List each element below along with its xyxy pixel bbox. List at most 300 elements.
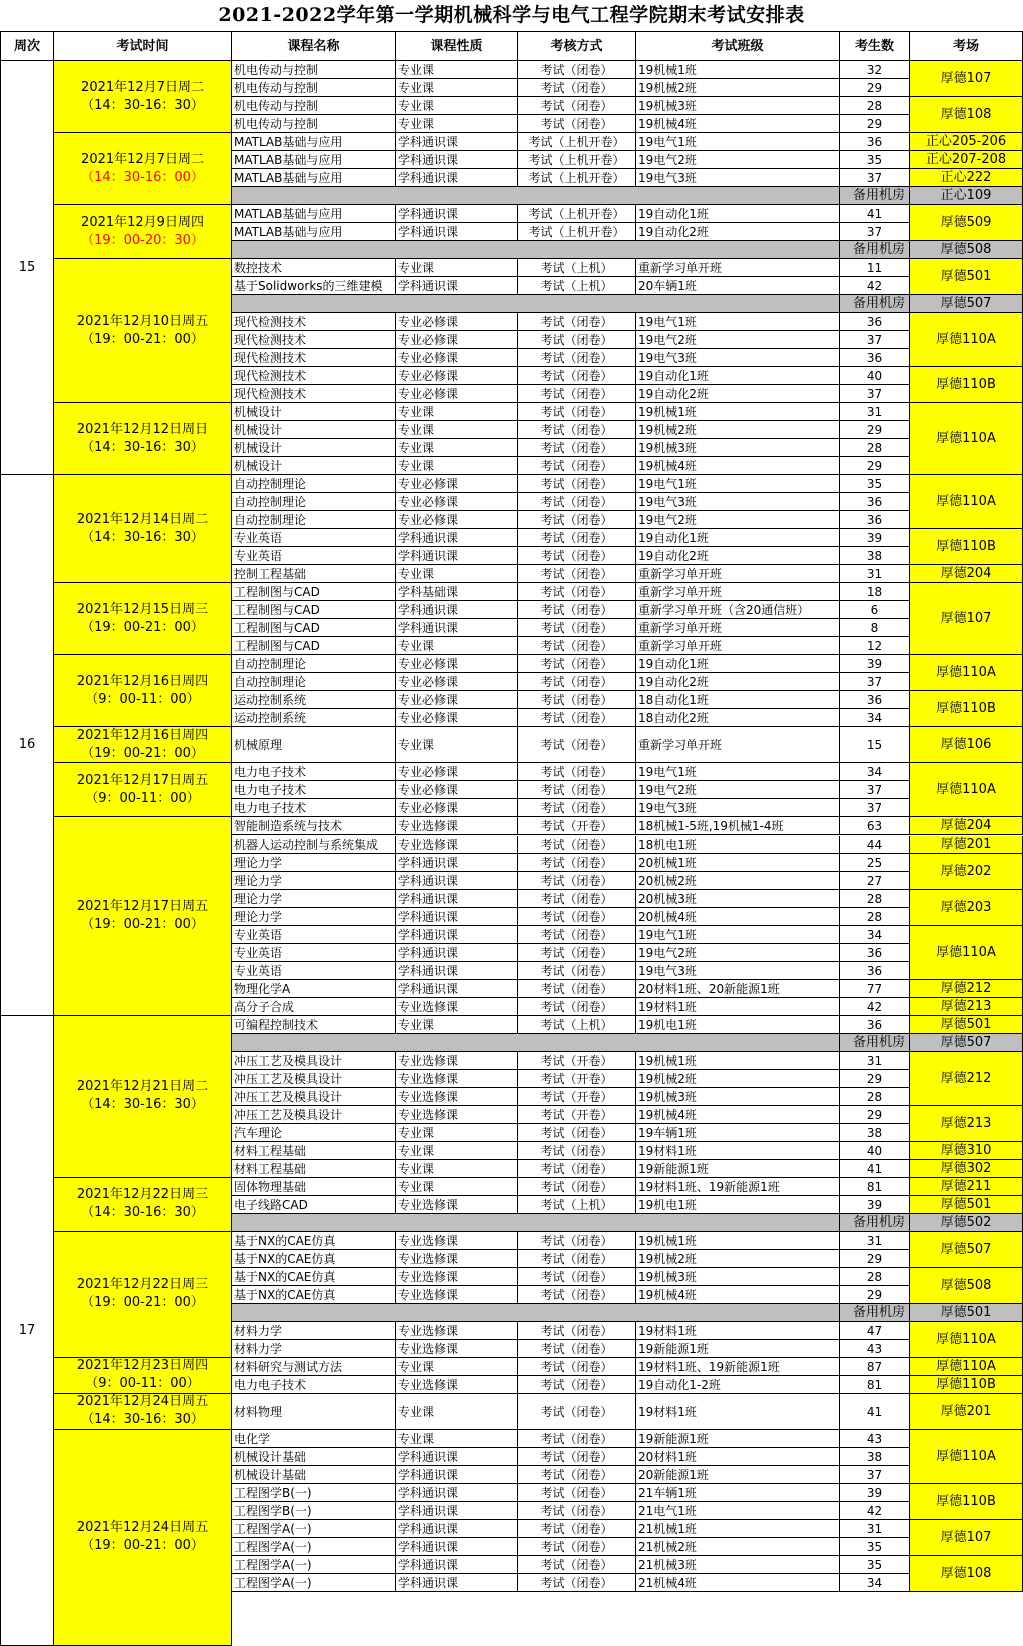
student-count: 28 xyxy=(840,97,910,115)
exam-method: 考试（闭卷） xyxy=(518,367,636,385)
exam-class: 18机电1班 xyxy=(636,836,840,854)
student-count: 32 xyxy=(840,61,910,79)
course-name: 数控技术 xyxy=(232,259,396,277)
course-nature: 专业课 xyxy=(396,1016,518,1034)
course-nature: 专业必修课 xyxy=(396,691,518,709)
exam-class: 重新学习单开班（含20通信班） xyxy=(636,601,840,619)
exam-time-cell xyxy=(54,1430,232,1646)
student-count: 42 xyxy=(840,1502,910,1520)
exam-method: 考试（闭卷） xyxy=(518,583,636,601)
exam-class: 19电气3班 xyxy=(636,962,840,980)
course-name: 材料工程基础 xyxy=(232,1142,396,1160)
week-cell: 17 xyxy=(0,1016,54,1646)
column-header: 考试班级 xyxy=(636,31,840,61)
exam-date: 2021年12月7日周二 xyxy=(81,79,204,95)
course-name: MATLAB基础与应用 xyxy=(232,223,396,241)
exam-date: 2021年12月24日周五 xyxy=(76,1520,209,1536)
course-name: 工程图学B(一) xyxy=(232,1484,396,1502)
spare-row-filler xyxy=(232,241,840,259)
course-nature: 专业选修课 xyxy=(396,1286,518,1304)
exam-method: 考试（闭卷） xyxy=(518,457,636,475)
course-name: 自动控制理论 xyxy=(232,655,396,673)
course-name: 工程制图与CAD xyxy=(232,619,396,637)
exam-class: 19材料1班 xyxy=(636,1322,840,1340)
exam-class: 20机械1班 xyxy=(636,854,840,872)
course-name: 材料研究与测试方法 xyxy=(232,1358,396,1376)
course-nature: 专业课 xyxy=(396,439,518,457)
exam-class: 19机械1班 xyxy=(636,1232,840,1250)
course-nature: 学科基础课 xyxy=(396,583,518,601)
exam-class: 19电气2班 xyxy=(636,781,840,799)
course-nature: 专业课 xyxy=(396,421,518,439)
exam-method: 考试（闭卷） xyxy=(518,1466,636,1484)
course-nature: 专业课 xyxy=(396,565,518,583)
exam-room: 厚德110A xyxy=(910,1430,1023,1484)
student-count: 43 xyxy=(840,1430,910,1448)
course-nature: 专业必修课 xyxy=(396,655,518,673)
exam-class: 21车辆1班 xyxy=(636,1484,840,1502)
exam-method: 考试（闭卷） xyxy=(518,1484,636,1502)
course-name: 机电传动与控制 xyxy=(232,61,396,79)
exam-class: 19电气2班 xyxy=(636,511,840,529)
column-header: 考生数 xyxy=(840,31,910,61)
exam-method: 考试（闭卷） xyxy=(518,854,636,872)
student-count: 81 xyxy=(840,1376,910,1394)
course-name: 自动控制理论 xyxy=(232,511,396,529)
student-count: 29 xyxy=(840,1286,910,1304)
exam-time-cell xyxy=(54,1394,232,1430)
exam-class: 19机械1班 xyxy=(636,403,840,421)
course-nature: 学科通识课 xyxy=(396,890,518,908)
student-count: 39 xyxy=(840,655,910,673)
course-nature: 学科通识课 xyxy=(396,908,518,926)
exam-time-range: （14：30-16：00） xyxy=(81,169,204,185)
exam-method: 考试（闭卷） xyxy=(518,673,636,691)
exam-class: 19机械3班 xyxy=(636,439,840,457)
exam-class: 19电气2班 xyxy=(636,151,840,169)
exam-method: 考试（闭卷） xyxy=(518,403,636,421)
course-nature: 学科通识课 xyxy=(396,1538,518,1556)
student-count: 43 xyxy=(840,1340,910,1358)
exam-time-cell xyxy=(54,205,232,259)
course-nature: 专业课 xyxy=(396,1430,518,1448)
course-name: 材料工程基础 xyxy=(232,1160,396,1178)
exam-method: 考试（闭卷） xyxy=(518,547,636,565)
student-count: 35 xyxy=(840,475,910,493)
spare-row-filler xyxy=(232,1304,840,1322)
exam-class: 19机械3班 xyxy=(636,1268,840,1286)
student-count: 41 xyxy=(840,1160,910,1178)
student-count: 40 xyxy=(840,367,910,385)
exam-method: 考试（闭卷） xyxy=(518,980,636,998)
course-nature: 专业选修课 xyxy=(396,1376,518,1394)
student-count: 37 xyxy=(840,385,910,403)
exam-method: 考试（闭卷） xyxy=(518,1124,636,1142)
exam-method: 考试（闭卷） xyxy=(518,385,636,403)
exam-class: 19自动化1-2班 xyxy=(636,1376,840,1394)
course-name: 高分子合成 xyxy=(232,998,396,1016)
exam-room: 厚德110A xyxy=(910,655,1023,691)
course-nature: 专业选修课 xyxy=(396,1268,518,1286)
student-count: 28 xyxy=(840,908,910,926)
course-nature: 专业课 xyxy=(396,727,518,763)
course-nature: 学科通识课 xyxy=(396,980,518,998)
exam-class: 19电气1班 xyxy=(636,926,840,944)
exam-room: 正心205-206 xyxy=(910,133,1023,151)
exam-class: 19电气3班 xyxy=(636,349,840,367)
student-count: 38 xyxy=(840,1448,910,1466)
exam-method: 考试（闭卷） xyxy=(518,781,636,799)
exam-time-cell xyxy=(54,763,232,817)
course-name: 工程制图与CAD xyxy=(232,601,396,619)
course-name: 基于Solidworks的三维建模 xyxy=(232,277,396,295)
exam-method: 考试（闭卷） xyxy=(518,439,636,457)
student-count: 37 xyxy=(840,331,910,349)
course-nature: 学科通识课 xyxy=(396,1448,518,1466)
exam-room: 厚德110A xyxy=(910,403,1023,475)
exam-room: 厚德203 xyxy=(910,890,1023,926)
exam-class: 19机械4班 xyxy=(636,1286,840,1304)
exam-room: 厚德508 xyxy=(910,1268,1023,1304)
course-name: 工程图学A(一) xyxy=(232,1556,396,1574)
course-name: 现代检测技术 xyxy=(232,367,396,385)
course-nature: 学科通识课 xyxy=(396,223,518,241)
exam-time-range: （9：00-11：00） xyxy=(85,691,200,707)
course-nature: 专业选修课 xyxy=(396,1070,518,1088)
course-name: 材料物理 xyxy=(232,1394,396,1430)
course-name: 基于NX的CAE仿真 xyxy=(232,1286,396,1304)
exam-class: 18机械1-5班,19机械1-4班 xyxy=(636,817,840,835)
course-nature: 专业选修课 xyxy=(396,1232,518,1250)
spare-row-filler xyxy=(232,187,840,205)
course-name: MATLAB基础与应用 xyxy=(232,169,396,187)
exam-date: 2021年12月17日周五 xyxy=(76,899,209,915)
exam-class: 19机械2班 xyxy=(636,1070,840,1088)
student-count: 44 xyxy=(840,836,910,854)
student-count: 39 xyxy=(840,529,910,547)
course-nature: 专业选修课 xyxy=(396,817,518,835)
student-count: 8 xyxy=(840,619,910,637)
exam-class: 21机械2班 xyxy=(636,1538,840,1556)
column-header: 周次 xyxy=(0,31,54,61)
exam-time-cell xyxy=(54,655,232,727)
exam-room: 厚德501 xyxy=(910,1016,1023,1034)
exam-class: 19电气1班 xyxy=(636,763,840,781)
course-nature: 专业课 xyxy=(396,259,518,277)
exam-method: 考试（闭卷） xyxy=(518,1340,636,1358)
exam-room: 厚德110A xyxy=(910,475,1023,529)
exam-room: 厚德110A xyxy=(910,1358,1023,1376)
course-name: 机电传动与控制 xyxy=(232,97,396,115)
exam-method: 考试（开卷） xyxy=(518,1070,636,1088)
exam-method: 考试（闭卷） xyxy=(518,97,636,115)
exam-method: 考试（上机开卷） xyxy=(518,223,636,241)
exam-method: 考试（上机开卷） xyxy=(518,133,636,151)
student-count: 11 xyxy=(840,259,910,277)
exam-class: 19材料1班、19新能源1班 xyxy=(636,1178,840,1196)
student-count: 36 xyxy=(840,691,910,709)
student-count: 36 xyxy=(840,349,910,367)
student-count: 40 xyxy=(840,1142,910,1160)
exam-class: 20机械2班 xyxy=(636,872,840,890)
exam-room: 厚德106 xyxy=(910,727,1023,763)
exam-class: 19电气3班 xyxy=(636,493,840,511)
exam-method: 考试（开卷） xyxy=(518,817,636,835)
course-name: 材料力学 xyxy=(232,1340,396,1358)
course-name: 基于NX的CAE仿真 xyxy=(232,1268,396,1286)
exam-method: 考试（闭卷） xyxy=(518,908,636,926)
course-nature: 专业必修课 xyxy=(396,511,518,529)
column-header: 课程性质 xyxy=(396,31,518,61)
exam-method: 考试（闭卷） xyxy=(518,962,636,980)
course-name: 冲压工艺及模具设计 xyxy=(232,1070,396,1088)
exam-date: 2021年12月12日周日 xyxy=(76,421,209,437)
exam-room: 厚德108 xyxy=(910,97,1023,133)
course-nature: 专业课 xyxy=(396,1178,518,1196)
exam-date: 2021年12月16日周四 xyxy=(76,727,209,743)
exam-time-range: （14：30-16：30） xyxy=(81,1412,204,1428)
exam-room: 厚德507 xyxy=(910,1232,1023,1268)
course-nature: 专业必修课 xyxy=(396,493,518,511)
course-nature: 专业选修课 xyxy=(396,836,518,854)
student-count: 29 xyxy=(840,1070,910,1088)
course-name: 材料力学 xyxy=(232,1322,396,1340)
exam-room: 厚德502 xyxy=(910,1214,1023,1232)
course-nature: 学科通识课 xyxy=(396,962,518,980)
spare-row-filler xyxy=(232,1214,840,1232)
exam-date: 2021年12月10日周五 xyxy=(76,313,209,329)
exam-class: 19新能源1班 xyxy=(636,1340,840,1358)
student-count: 12 xyxy=(840,637,910,655)
course-nature: 专业选修课 xyxy=(396,1196,518,1214)
course-nature: 专业课 xyxy=(396,1124,518,1142)
exam-time-cell xyxy=(54,475,232,583)
course-nature: 学科通识课 xyxy=(396,529,518,547)
exam-room: 厚德201 xyxy=(910,836,1023,854)
exam-method: 考试（闭卷） xyxy=(518,1394,636,1430)
student-count: 37 xyxy=(840,223,910,241)
student-count: 36 xyxy=(840,313,910,331)
exam-room: 厚德107 xyxy=(910,1520,1023,1556)
student-count: 18 xyxy=(840,583,910,601)
student-count: 36 xyxy=(840,133,910,151)
student-count: 29 xyxy=(840,79,910,97)
column-header: 考核方式 xyxy=(518,31,636,61)
course-nature: 专业课 xyxy=(396,115,518,133)
exam-class: 21电气1班 xyxy=(636,1502,840,1520)
exam-class: 19自动化2班 xyxy=(636,673,840,691)
course-name: 现代检测技术 xyxy=(232,349,396,367)
course-nature: 专业必修课 xyxy=(396,763,518,781)
exam-class: 19自动化2班 xyxy=(636,223,840,241)
course-name: 电力电子技术 xyxy=(232,799,396,817)
course-nature: 学科通识课 xyxy=(396,205,518,223)
exam-method: 考试（上机开卷） xyxy=(518,151,636,169)
exam-method: 考试（闭卷） xyxy=(518,1160,636,1178)
exam-method: 考试（闭卷） xyxy=(518,1574,636,1592)
exam-class: 19机械4班 xyxy=(636,1106,840,1124)
exam-room: 厚德110A xyxy=(910,763,1023,817)
exam-class: 19机电1班 xyxy=(636,1196,840,1214)
course-nature: 专业必修课 xyxy=(396,349,518,367)
course-name: 基于NX的CAE仿真 xyxy=(232,1250,396,1268)
student-count: 37 xyxy=(840,1466,910,1484)
course-nature: 学科通识课 xyxy=(396,133,518,151)
course-name: 工程制图与CAD xyxy=(232,637,396,655)
course-nature: 学科通识课 xyxy=(396,1520,518,1538)
exam-class: 19自动化2班 xyxy=(636,385,840,403)
exam-class: 19机电1班 xyxy=(636,1016,840,1034)
exam-class: 20材料1班 xyxy=(636,1448,840,1466)
exam-class: 19自动化2班 xyxy=(636,547,840,565)
student-count: 35 xyxy=(840,1556,910,1574)
course-name: 机械设计 xyxy=(232,403,396,421)
student-count: 36 xyxy=(840,493,910,511)
exam-time-range: （9：00-11：00） xyxy=(85,1376,200,1392)
exam-method: 考试（闭卷） xyxy=(518,1556,636,1574)
course-name: 冲压工艺及模具设计 xyxy=(232,1052,396,1070)
course-name: 专业英语 xyxy=(232,529,396,547)
exam-room: 厚德110B xyxy=(910,1376,1023,1394)
week-cell: 16 xyxy=(0,475,54,1015)
course-name: MATLAB基础与应用 xyxy=(232,133,396,151)
exam-class: 19材料1班 xyxy=(636,998,840,1016)
exam-method: 考试（闭卷） xyxy=(518,1358,636,1376)
exam-class: 20机械4班 xyxy=(636,908,840,926)
exam-time-range: （14：30-16：30） xyxy=(81,529,204,545)
exam-time-range: （19：00-21：00） xyxy=(81,331,204,347)
course-name: 物理化学A xyxy=(232,980,396,998)
exam-class: 20机械3班 xyxy=(636,890,840,908)
course-name: 机械设计基础 xyxy=(232,1466,396,1484)
course-name: 基于NX的CAE仿真 xyxy=(232,1232,396,1250)
exam-method: 考试（闭卷） xyxy=(518,1250,636,1268)
course-nature: 专业必修课 xyxy=(396,709,518,727)
exam-time-cell xyxy=(54,1178,232,1232)
course-nature: 专业课 xyxy=(396,1160,518,1178)
exam-time-range: （19：00-21：00） xyxy=(81,917,204,933)
exam-method: 考试（上机开卷） xyxy=(518,169,636,187)
exam-room: 厚德110B xyxy=(910,691,1023,727)
course-name: 专业英语 xyxy=(232,944,396,962)
course-nature: 学科通识课 xyxy=(396,151,518,169)
exam-class: 重新学习单开班 xyxy=(636,727,840,763)
exam-method: 考试（闭卷） xyxy=(518,1538,636,1556)
student-count: 42 xyxy=(840,998,910,1016)
exam-method: 考试（开卷） xyxy=(518,1052,636,1070)
course-nature: 学科通识课 xyxy=(396,1484,518,1502)
exam-room: 正心222 xyxy=(910,169,1023,187)
course-nature: 学科通识课 xyxy=(396,944,518,962)
exam-method: 考试（闭卷） xyxy=(518,872,636,890)
student-count: 28 xyxy=(840,1268,910,1286)
student-count: 27 xyxy=(840,872,910,890)
exam-method: 考试（闭卷） xyxy=(518,655,636,673)
exam-method: 考试（闭卷） xyxy=(518,313,636,331)
exam-method: 考试（闭卷） xyxy=(518,493,636,511)
exam-time-range: （9：00-11：00） xyxy=(85,790,200,806)
student-count: 77 xyxy=(840,980,910,998)
exam-time-range: （14：30-16：30） xyxy=(81,439,204,455)
exam-class: 19机械1班 xyxy=(636,1052,840,1070)
exam-method: 考试（闭卷） xyxy=(518,709,636,727)
course-nature: 专业课 xyxy=(396,1142,518,1160)
exam-time-range: （19：00-21：00） xyxy=(81,1538,204,1554)
exam-method: 考试（闭卷） xyxy=(518,1142,636,1160)
exam-room: 厚德501 xyxy=(910,259,1023,295)
exam-method: 考试（闭卷） xyxy=(518,1448,636,1466)
student-count: 42 xyxy=(840,277,910,295)
exam-method: 考试（闭卷） xyxy=(518,1322,636,1340)
spare-lab-label: 备用机房 xyxy=(840,1034,910,1052)
student-count: 87 xyxy=(840,1358,910,1376)
student-count: 41 xyxy=(840,1394,910,1430)
spare-lab-label: 备用机房 xyxy=(840,1214,910,1232)
course-nature: 学科通识课 xyxy=(396,277,518,295)
course-name: 工程图学A(一) xyxy=(232,1538,396,1556)
exam-time-cell xyxy=(54,403,232,475)
exam-class: 19电气2班 xyxy=(636,944,840,962)
spare-lab-label: 备用机房 xyxy=(840,241,910,259)
course-nature: 学科通识课 xyxy=(396,1466,518,1484)
exam-time-cell xyxy=(54,727,232,763)
exam-date: 2021年12月22日周三 xyxy=(76,1187,209,1203)
course-name: 机器人运动控制与系统集成 xyxy=(232,836,396,854)
course-nature: 专业课 xyxy=(396,457,518,475)
exam-method: 考试（闭卷） xyxy=(518,115,636,133)
exam-room: 厚德508 xyxy=(910,241,1023,259)
exam-date: 2021年12月14日周二 xyxy=(76,511,209,527)
exam-method: 考试（闭卷） xyxy=(518,349,636,367)
exam-room: 厚德107 xyxy=(910,583,1023,655)
exam-class: 19电气2班 xyxy=(636,331,840,349)
exam-room: 厚德110B xyxy=(910,367,1023,403)
student-count: 31 xyxy=(840,1052,910,1070)
course-nature: 专业课 xyxy=(396,403,518,421)
exam-method: 考试（闭卷） xyxy=(518,529,636,547)
course-nature: 学科通识课 xyxy=(396,547,518,565)
course-name: 现代检测技术 xyxy=(232,313,396,331)
exam-class: 19机械4班 xyxy=(636,115,840,133)
student-count: 36 xyxy=(840,962,910,980)
exam-room: 厚德302 xyxy=(910,1160,1023,1178)
exam-class: 19车辆1班 xyxy=(636,1124,840,1142)
course-name: 自动控制理论 xyxy=(232,493,396,511)
exam-room: 厚德501 xyxy=(910,1196,1023,1214)
course-nature: 学科通识课 xyxy=(396,619,518,637)
exam-class: 21机械4班 xyxy=(636,1574,840,1592)
exam-method: 考试（闭卷） xyxy=(518,1376,636,1394)
exam-room: 厚德509 xyxy=(910,205,1023,241)
course-name: 工程图学A(一) xyxy=(232,1520,396,1538)
student-count: 31 xyxy=(840,403,910,421)
student-count: 34 xyxy=(840,763,910,781)
exam-method: 考试（闭卷） xyxy=(518,511,636,529)
exam-time-cell xyxy=(54,583,232,655)
course-nature: 专业必修课 xyxy=(396,673,518,691)
column-header: 考场 xyxy=(910,31,1023,61)
exam-time-cell xyxy=(54,1232,232,1358)
course-name: 机械设计 xyxy=(232,439,396,457)
student-count: 47 xyxy=(840,1322,910,1340)
exam-method: 考试（闭卷） xyxy=(518,799,636,817)
course-nature: 学科通识课 xyxy=(396,601,518,619)
exam-method: 考试（闭卷） xyxy=(518,1268,636,1286)
course-nature: 专业必修课 xyxy=(396,313,518,331)
course-nature: 专业课 xyxy=(396,61,518,79)
exam-class: 19机械2班 xyxy=(636,1250,840,1268)
exam-room: 厚德507 xyxy=(910,1034,1023,1052)
